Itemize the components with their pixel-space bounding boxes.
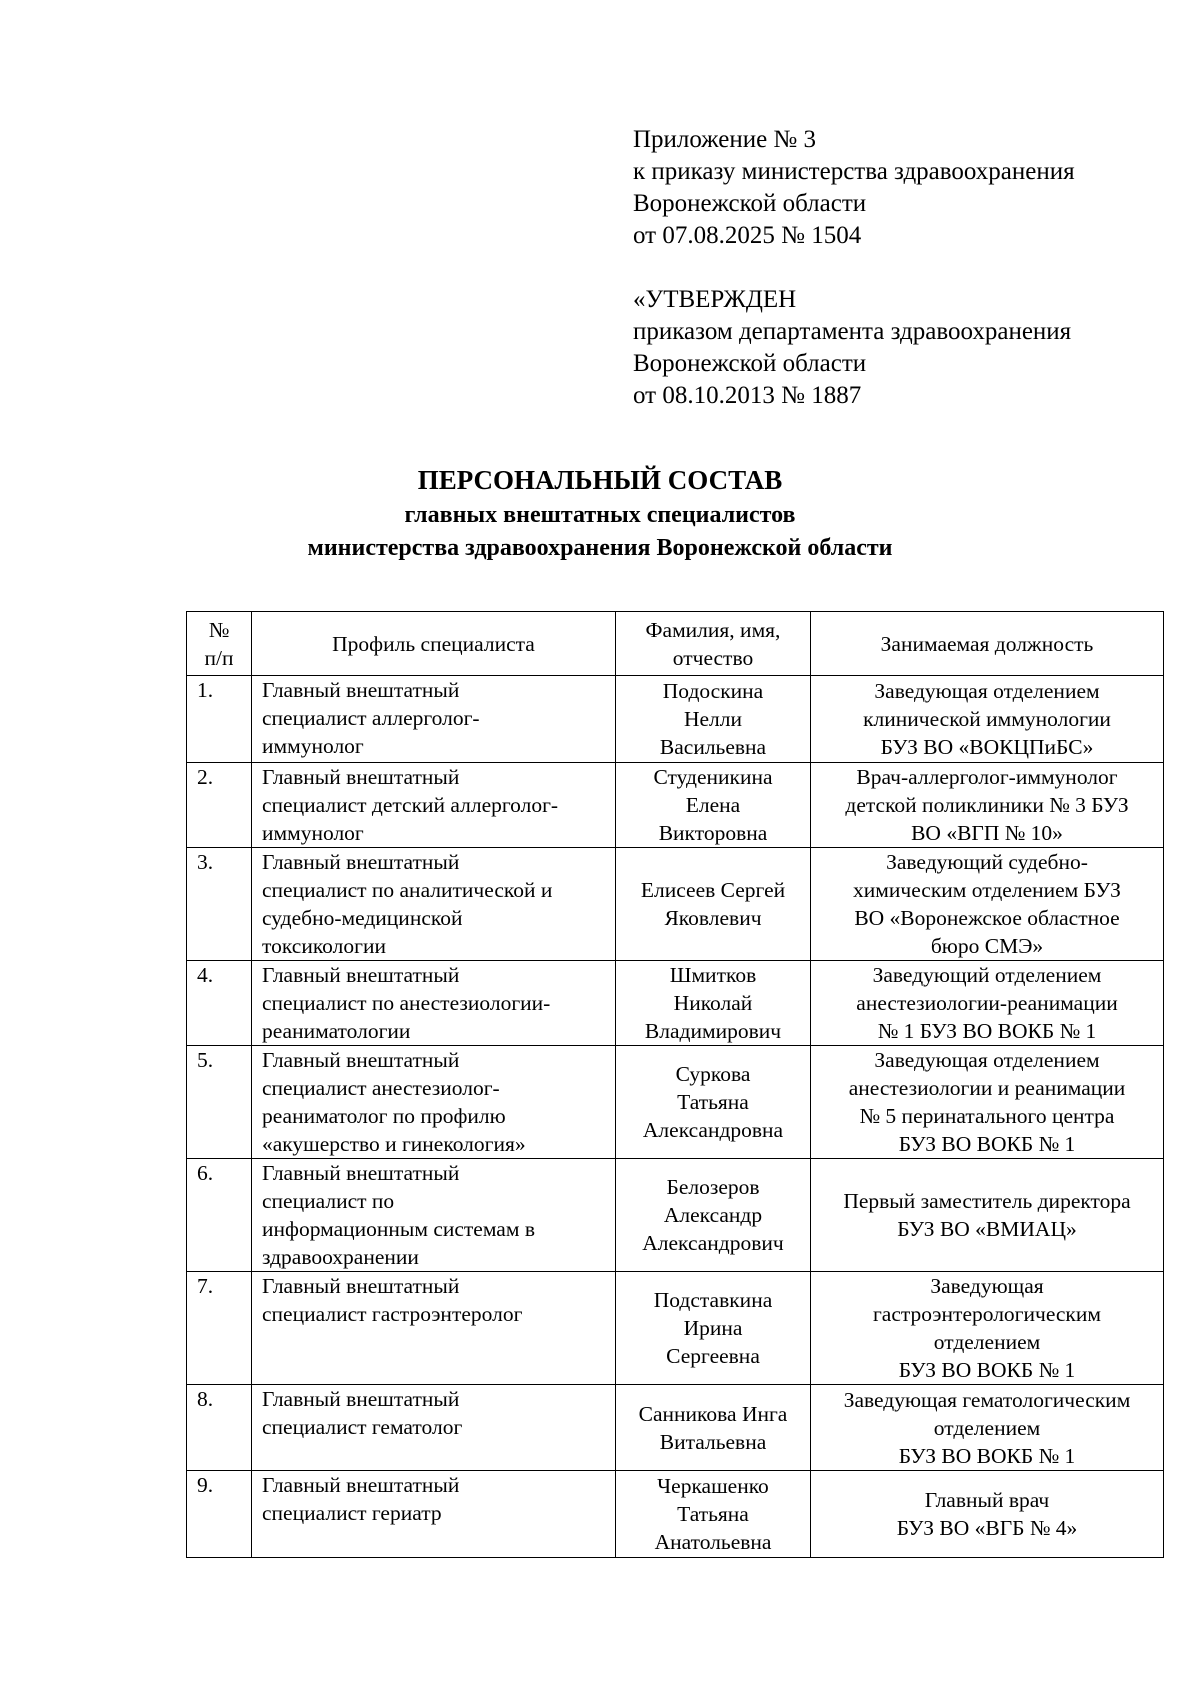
cell-position: Первый заместитель директора БУЗ ВО «ВМИАЦ» xyxy=(811,1159,1164,1272)
title-sub-line-1: главных внештатных специалистов xyxy=(404,502,796,528)
cell-name: Черкашенко Татьяна Анатольевна xyxy=(616,1471,811,1558)
cell-name: Елисеев Сергей Яковлевич xyxy=(616,848,811,961)
cell-position: Заведующая отделением анестезиологии и реанимации № 5 перинатального центра БУЗ ВО ВОКБ № 1 xyxy=(811,1046,1164,1159)
cell-name: Суркова Татьяна Александровна xyxy=(616,1046,811,1159)
cell-num: 5. xyxy=(187,1046,252,1159)
cell-name: Шмитков Николай Владимирович xyxy=(616,961,811,1046)
specialists-table xyxy=(186,611,1164,1558)
table-row xyxy=(187,1385,1164,1471)
table-row xyxy=(187,676,1164,763)
table-row xyxy=(187,1046,1164,1159)
table-row xyxy=(187,1272,1164,1385)
header-name: Фамилия, имя, отчество xyxy=(616,612,811,676)
appendix-line: к приказу министерства здравоохранения xyxy=(633,158,1075,185)
cell-position: Главный врач БУЗ ВО «ВГБ № 4» xyxy=(811,1471,1164,1558)
table-row xyxy=(187,1159,1164,1272)
cell-profile: Главный внештатный специалист аллерголог- иммунолог xyxy=(252,676,616,763)
header-num: № п/п xyxy=(187,612,252,676)
header-profile: Профиль специалиста xyxy=(252,612,616,676)
table-row xyxy=(187,1471,1164,1558)
header-position: Занимаемая должность xyxy=(811,612,1164,676)
cell-position: Врач-аллерголог-иммунолог детской поликлиники № 3 БУЗ ВО «ВГП № 10» xyxy=(811,763,1164,848)
cell-profile: Главный внештатный специалист по информационным системам в здравоохранении xyxy=(252,1159,616,1272)
cell-num: 9. xyxy=(187,1471,252,1558)
table-row xyxy=(187,763,1164,848)
cell-num: 1. xyxy=(187,676,252,763)
cell-profile: Главный внештатный специалист анестезиолог- реаниматолог по профилю «акушерство и гинекология» xyxy=(252,1046,616,1159)
appendix-line: Приложение № 3 xyxy=(633,126,817,153)
cell-profile: Главный внештатный специалист по аналитической и судебно-медицинской токсикологии xyxy=(252,848,616,961)
title-main: ПЕРСОНАЛЬНЫЙ СОСТАВ xyxy=(417,465,783,495)
approval-line: от 08.10.2013 № 1887 xyxy=(633,382,862,409)
approval-line: Воронежской области xyxy=(633,350,867,377)
cell-position: Заведующая гематологическим отделением БУЗ ВО ВОКБ № 1 xyxy=(811,1385,1164,1471)
table-header-row xyxy=(187,612,1164,676)
appendix-line: Воронежской области xyxy=(633,190,867,217)
cell-name: Студеникина Елена Викторовна xyxy=(616,763,811,848)
cell-num: 6. xyxy=(187,1159,252,1272)
appendix-line: от 07.08.2025 № 1504 xyxy=(633,222,862,249)
document-subtitle xyxy=(0,499,1200,565)
cell-name: Подоскина Нелли Васильевна xyxy=(616,676,811,763)
cell-num: 3. xyxy=(187,848,252,961)
cell-position: Заведующий отделением анестезиологии-реанимации № 1 БУЗ ВО ВОКБ № 1 xyxy=(811,961,1164,1046)
cell-name: Белозеров Александр Александрович xyxy=(616,1159,811,1272)
specialists-table-wrap xyxy=(186,611,1163,1558)
approval-block xyxy=(633,284,1173,412)
appendix-block xyxy=(633,124,1173,252)
cell-profile: Главный внештатный специалист гериатр xyxy=(252,1471,616,1558)
approval-line: приказом департамента здравоохранения xyxy=(633,318,1072,345)
cell-profile: Главный внештатный специалист гематолог xyxy=(252,1385,616,1471)
cell-num: 2. xyxy=(187,763,252,848)
cell-name: Санникова Инга Витальевна xyxy=(616,1385,811,1471)
table-body xyxy=(187,676,1164,1558)
cell-position: Заведующий судебно- химическим отделением БУЗ ВО «Воронежское областное бюро СМЭ» xyxy=(811,848,1164,961)
cell-num: 8. xyxy=(187,1385,252,1471)
cell-name: Подставкина Ирина Сергеевна xyxy=(616,1272,811,1385)
cell-position: Заведующая отделением клинической иммунологии БУЗ ВО «ВОКЦПиБС» xyxy=(811,676,1164,763)
cell-num: 4. xyxy=(187,961,252,1046)
cell-num: 7. xyxy=(187,1272,252,1385)
table-row xyxy=(187,848,1164,961)
cell-profile: Главный внештатный специалист гастроэнтеролог xyxy=(252,1272,616,1385)
cell-profile: Главный внештатный специалист по анестезиологии- реаниматологии xyxy=(252,961,616,1046)
document-title xyxy=(0,463,1200,497)
cell-profile: Главный внештатный специалист детский аллерголог- иммунолог xyxy=(252,763,616,848)
approval-line: «УТВЕРЖДЕН xyxy=(633,286,797,313)
title-sub-line-2: министерства здравоохранения Воронежской области xyxy=(307,535,893,561)
table-row xyxy=(187,961,1164,1046)
cell-position: Заведующая гастроэнтерологическим отделением БУЗ ВО ВОКБ № 1 xyxy=(811,1272,1164,1385)
